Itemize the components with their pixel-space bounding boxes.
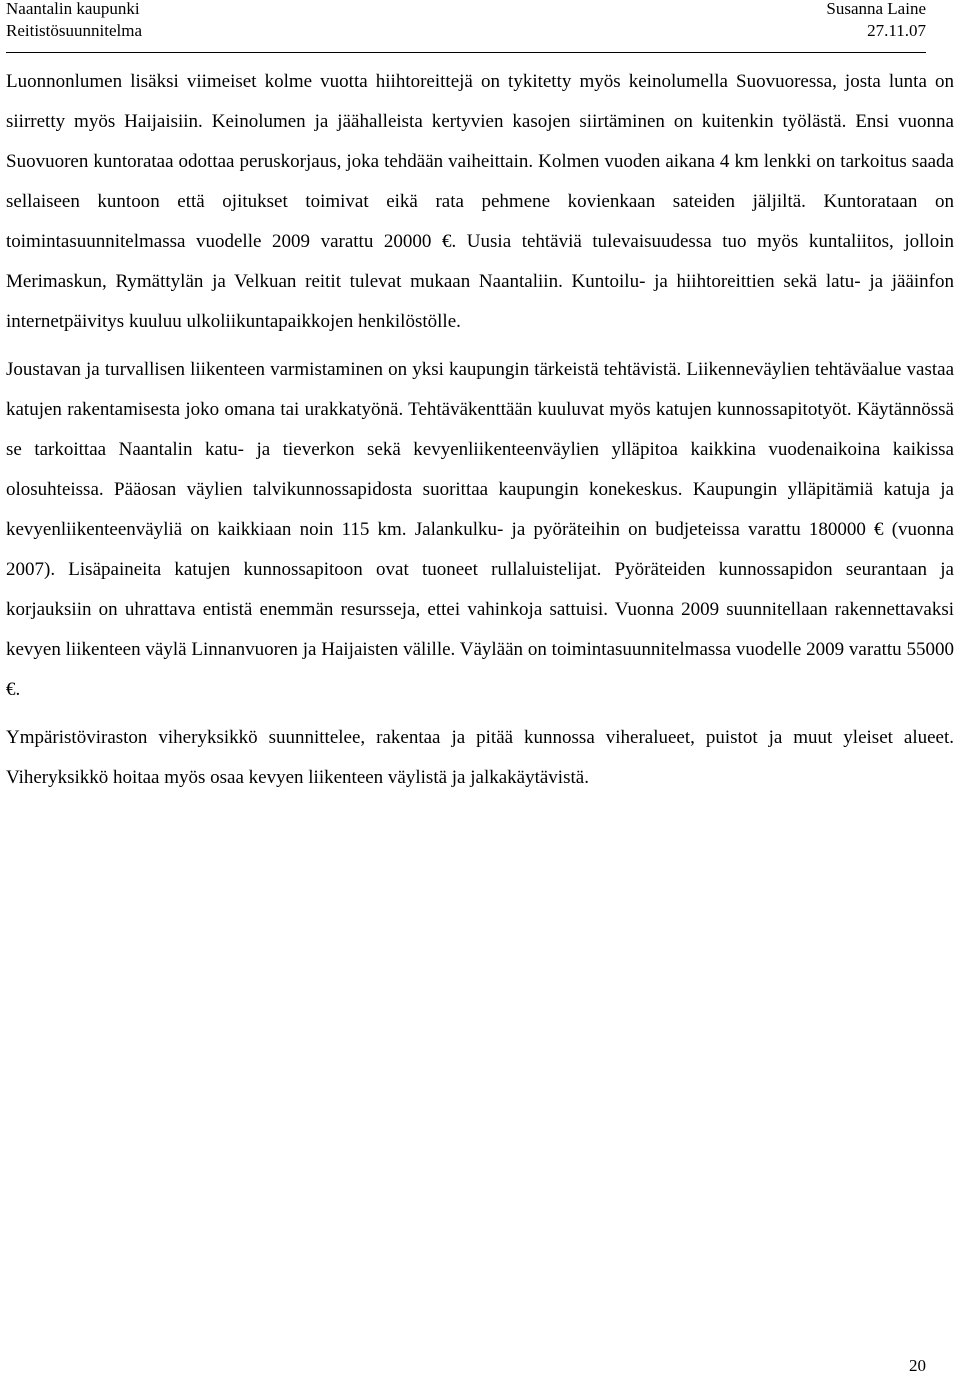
paragraph-ski-trails: Luonnonlumen lisäksi viimeiset kolme vuotta hiihtoreittejä on tykitetty myös keinolumella Suovuoressa, josta lunta on siirretty myös Haijaisiin. Keinolumen ja jäähalleista kertyvien kasojen siirtäminen on kuitenkin työlästä. Ensi vuonna Suovuoren kuntorataa odottaa peruskorjaus, joka tehdään vaiheittain. Kolmen vuoden aikana 4 km lenkki on tarkoitus saada sellaiseen kuntoon että ojitukset toimivat eikä rata pehmene kovienkaan sateiden jäljiltä. Kuntorataan on toimintasuunnitelmassa vuodelle 2009 varattu 20000 €. Uusia tehtäviä tulevaisuudessa tuo myös kuntaliitos, jolloin Merimaskun, Rymättylän ja Velkuan reitit tulevat mukaan Naantaliin. Kuntoilu- ja hiihtoreittien sekä latu- ja jääinfon internetpäivitys kuuluu ulkoliikuntapaikkojen henkilöstölle. [6, 71, 954, 332]
paragraph-traffic-routes: Joustavan ja turvallisen liikenteen varmistaminen on yksi kaupungin tärkeistä tehtävistä. Liikenneväylien tehtäväalue vastaa katujen rakentamisesta joko omana tai urakkatyönä. Tehtäväkenttään kuuluvat myös katujen kunnossapitotyöt. Käytännössä se tarkoittaa Naantalin katu- ja tieverkon sekä kevyenliikenteenväylien ylläpitoa kaikkina vuodenaikoina kaikissa olosuhteissa. Pääosan väylien talvikunnossapidosta suorittaa kaupungin konekeskus. Kaupungin ylläpitämiä katuja ja kevyenliikenteenväyliä on kaikkiaan noin 115 km. Jalankulku- ja pyöräteihin on budjeteissa varattu 180000 € (vuonna 2007). Lisäpaineita katujen kunnossapitoon ovat tuoneet rullaluistelijat. Pyöräteiden kunnossapidon seurantaan ja korjauksiin on uhrattava entistä enemmän resursseja, ettei vahinkoja sattuisi. Vuonna 2009 suunnitellaan rakennettavaksi kevyen liikenteen väylä Linnanvuoren ja Haijaisten välille. Väylään on toimintasuunnitelmassa vuodelle 2009 varattu 55000 €. [6, 359, 954, 700]
page-header [6, 0, 926, 53]
page-number: 20 [909, 1356, 926, 1375]
document-body [6, 62, 954, 806]
paragraph-green-areas: Ympäristöviraston viheryksikkö suunnittelee, rakentaa ja pitää kunnossa viheralueet, puistot ja muut yleiset alueet. Viheryksikkö hoitaa myös osaa kevyen liikenteen väylistä ja jalkakäytävistä. [6, 727, 954, 788]
header-date: 27.11.07 [867, 21, 926, 40]
header-document-title: Reitistösuunnitelma [6, 21, 142, 40]
header-organization: Naantalin kaupunki [6, 0, 140, 18]
header-author: Susanna Laine [826, 0, 926, 18]
header-row-bottom [6, 20, 926, 42]
header-row-top [6, 0, 926, 20]
